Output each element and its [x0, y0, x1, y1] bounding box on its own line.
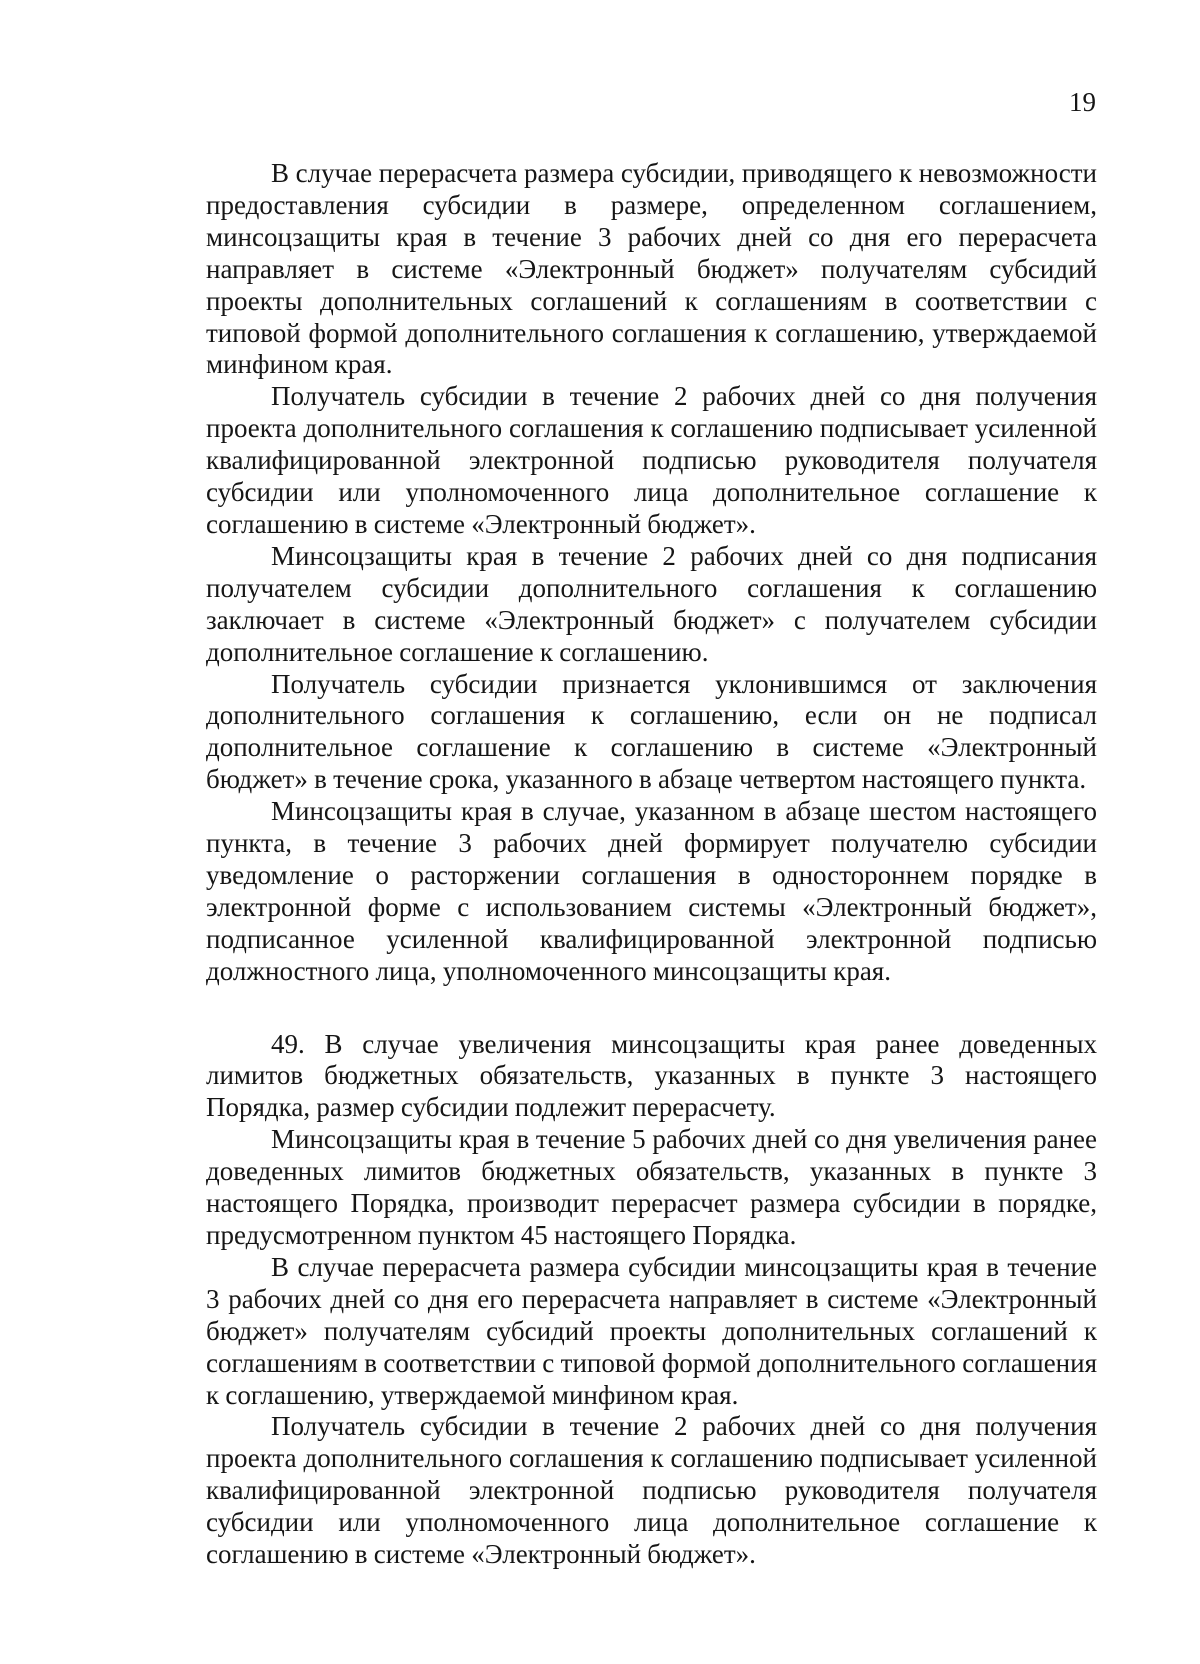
paragraph-recalculation-drafts: В случае перерасчета размера субсидии минсоцзащиты края в течение 3 рабочих дней со дня его перерасчета направляет в системе «Электронный бюджет» получателям субсидий проекты дополнительных соглашений к соглашениям в соответствии с типовой формой дополнительного соглашения к соглашению, утверждаемой минфином края.: [206, 1251, 1097, 1410]
paragraph-item-49: 49. В случае увеличения минсоцзащиты края ранее доведенных лимитов бюджетных обязательств, указанных в пункте 3 настоящего Порядка, размер субсидии подлежит перерасчету.: [206, 1028, 1097, 1123]
paragraph-recipient-signs: Получатель субсидии в течение 2 рабочих дней со дня получения проекта дополнительного соглашения к соглашению подписывает усиленной квалифицированной электронной подписью руководителя получателя субсидии или уполномоченного лица дополнительное соглашение к соглашению в системе «Электронный бюджет».: [206, 381, 1097, 539]
paragraph-ministry-recalculates: Минсоцзащиты края в течение 5 рабочих дней со дня увеличения ранее доведенных лимитов бюджетных обязательств, указанных в пункте 3 настоящего Порядка, производит перерасчет размера субсидии в порядке, предусмотренном пунктом 45 настоящего Порядка.: [206, 1124, 1097, 1250]
page-number: 19: [1069, 87, 1096, 117]
paragraph-recalculation-notice: В случае перерасчета размера субсидии, приводящего к невозможности предоставления субсидии в размере, определенном соглашением, минсоцзащиты края в течение 3 рабочих дней со дня его перерасчета направляет в системе «Электронный бюджет» получателям субсидий проекты дополнительных соглашений к соглашениям в соответствии с типовой формой дополнительного соглашения к соглашению, утверждаемой минфином края.: [206, 158, 1097, 380]
paragraph-ministry-concludes: Минсоцзащиты края в течение 2 рабочих дней со дня подписания получателем субсидии дополнительного соглашения к соглашению заключает в системе «Электронный бюджет» с получателем субсидии дополнительное соглашение к соглашению.: [206, 540, 1097, 667]
paragraph-termination-notice: Минсоцзащиты края в случае, указанном в абзаце шестом настоящего пункта, в течение 3 рабочих дней формирует получателю субсидии уведомление о расторжении соглашения в одностороннем порядке в электронной форме с использованием системы «Электронный бюджет», подписанное усиленной квалифицированной электронной подписью должностного лица, уполномоченного минсоцзащиты края.: [206, 796, 1097, 986]
document-body: [206, 158, 1097, 1571]
paragraph-recipient-evasion: Получатель субсидии признается уклонившимся от заключения дополнительного соглашения к соглашению, если он не подписал дополнительное соглашение к соглашению в системе «Электронный бюджет» в течение срока, указанного в абзаце четвертом настоящего пункта.: [206, 668, 1097, 795]
paragraph-recipient-signs-final: Получатель субсидии в течение 2 рабочих дней со дня получения проекта дополнительного соглашения к соглашению подписывает усиленной квалифицированной электронной подписью руководителя получателя субсидии или уполномоченного лица дополнительное соглашение к соглашению в системе «Электронный бюджет».: [206, 1411, 1097, 1570]
